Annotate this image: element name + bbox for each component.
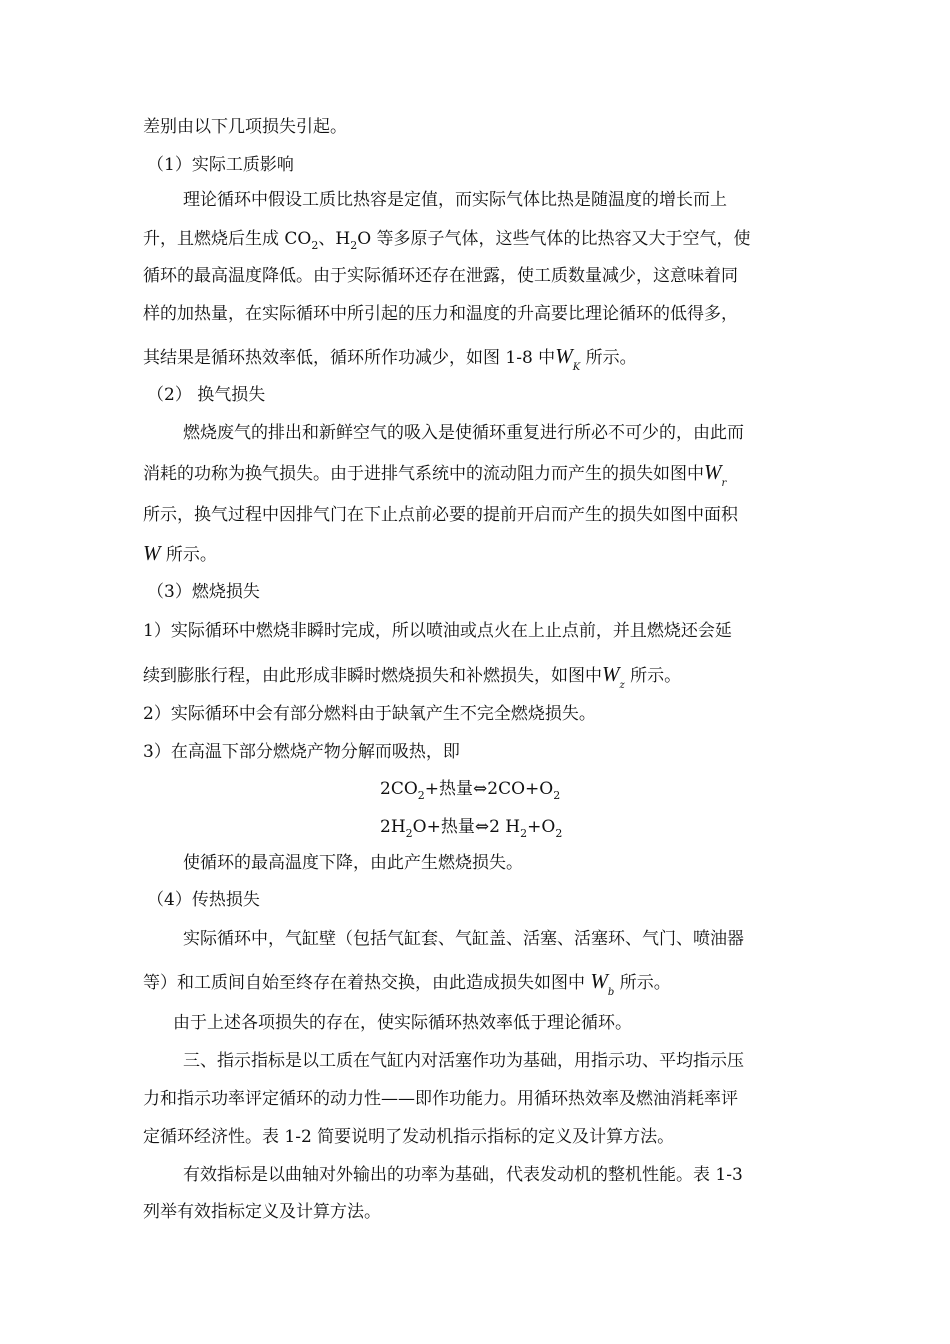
section-heading: （4）传热损失: [147, 890, 260, 910]
text-line: 差别由以下几项损失引起。: [143, 117, 347, 137]
paragraph-line: 三、指示指标是以工质在气缸内对活塞作功为基础，用指示功、平均指示压: [183, 1051, 744, 1071]
paragraph-line: 所示，换气过程中因排气门在下止点前必要的提前开启而产生的损失如图中面积: [143, 505, 738, 525]
section-heading: （3）燃烧损失: [147, 582, 260, 602]
symbol-w: W: [602, 662, 620, 686]
symbol-w: W: [704, 460, 722, 484]
equation: $2H_2O+$热量⇔2 $H_2+O_2$: [380, 817, 563, 840]
paragraph-line: 理论循环中假设工质比热容是定值，而实际气体比热是随温度的增长而上: [183, 190, 727, 210]
paragraph-line: 1）实际循环中燃烧非瞬时完成，所以喷油或点火在上止点前，并且燃烧还会延: [143, 621, 732, 641]
paragraph-line: W 所示。: [143, 541, 217, 565]
paragraph-line: 列举有效指标定义及计算方法。: [143, 1202, 381, 1222]
symbol-w: W: [590, 969, 608, 993]
paragraph-line: 其结果是循环热效率低，循环所作功减少，如图 1-8 中$W_K$ 所示。: [143, 344, 637, 373]
paragraph-line: 力和指示功率评定循环的动力性——即作功能力。用循环热效率及燃油消耗率评: [143, 1089, 738, 1109]
paragraph-line: 定循环经济性。表 1-2 简要说明了发动机指示指标的定义及计算方法。: [143, 1127, 675, 1147]
paragraph-line: 循环的最高温度降低。由于实际循环还存在泄露，使工质数量减少，这意味着同: [143, 266, 738, 286]
equation: $2CO_2+$热量$\Leftrightarrow 2CO+O_2$: [380, 779, 561, 802]
paragraph-line: 燃烧废气的排出和新鲜空气的吸入是使循环重复进行所必不可少的，由此而: [183, 423, 744, 443]
paragraph-line: 升，且燃烧后生成 $CO_2$、$H_2O$ 等多原子气体，这些气体的比热容又大于空气，使: [143, 229, 751, 252]
paragraph-line: 使循环的最高温度下降，由此产生燃烧损失。: [183, 853, 523, 873]
symbol-w: W: [555, 344, 573, 368]
paragraph-line: 等）和工质间自始至终存在着热交换，由此造成损失如图中 $W_b$ 所示。: [143, 969, 671, 998]
symbol-w: W: [143, 541, 161, 565]
section-heading: （1）实际工质影响: [147, 155, 294, 175]
paragraph-line: 有效指标是以曲轴对外输出的功率为基础，代表发动机的整机性能。表 1-3: [183, 1165, 743, 1185]
paragraph-line: 样的加热量，在实际循环中所引起的压力和温度的升高要比理论循环的低得多，: [143, 304, 738, 324]
paragraph-line: 由于上述各项损失的存在，使实际循环热效率低于理论循环。: [173, 1013, 632, 1033]
paragraph-line: 3）在高温下部分燃烧产物分解而吸热，即: [143, 742, 460, 762]
paragraph-line: 2）实际循环中会有部分燃料由于缺氧产生不完全燃烧损失。: [143, 704, 596, 724]
section-heading: （2） 换气损失: [147, 385, 266, 405]
paragraph-line: 消耗的功称为换气损失。由于进排气系统中的流动阻力而产生的损失如图中$W_r$: [143, 460, 727, 489]
paragraph-line: 实际循环中，气缸壁（包括气缸套、气缸盖、活塞、活塞环、气门、喷油器: [183, 929, 744, 949]
paragraph-line: 续到膨胀行程，由此形成非瞬时燃烧损失和补燃损失，如图中$W_z$ 所示。: [143, 662, 682, 691]
